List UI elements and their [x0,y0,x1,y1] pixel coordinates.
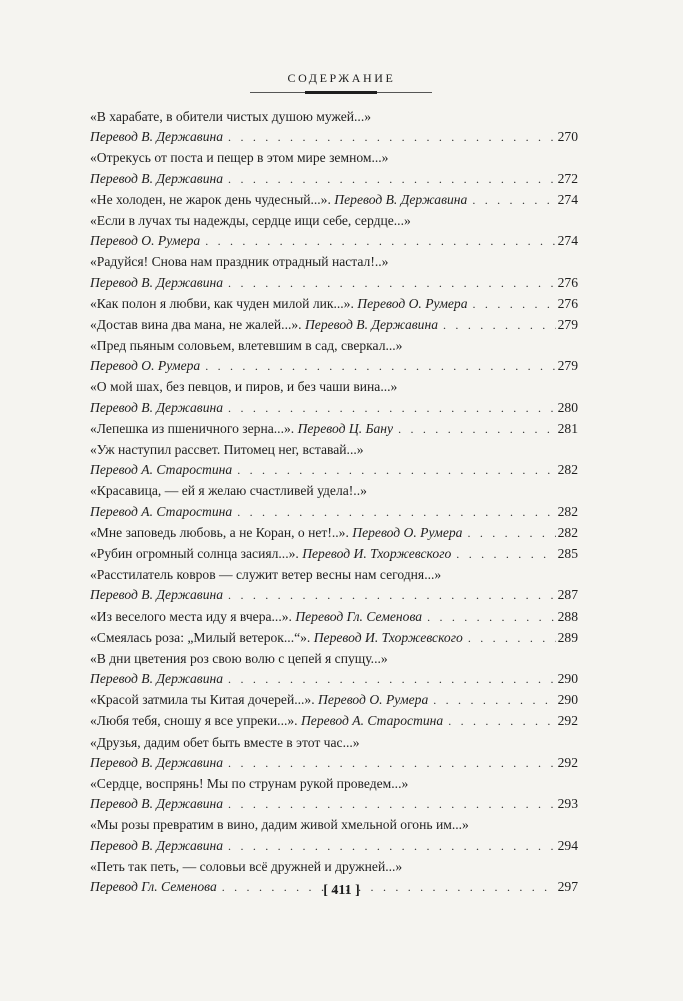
entry-page: 274 [557,233,578,249]
toc-line [90,127,578,147]
entry-title: «Как полон я любви, как чуден милой лик...». [90,295,354,311]
entry-translator: Перевод В. Державина [334,191,468,207]
toc-line [90,211,578,231]
entry-translator: Перевод В. Державина [90,837,224,853]
dot-leader [228,398,556,418]
dot-leader [448,711,555,731]
toc-entry [90,377,578,417]
entry-translator: Перевод В. Державина [90,587,224,603]
entry-translator: Перевод А. Старостина [90,503,233,519]
toc-line [90,544,578,564]
toc-line [90,649,578,669]
toc-entry [90,607,578,627]
toc-entry [90,774,578,814]
toc-line [90,669,578,689]
entry-page: 276 [557,274,578,290]
toc-line [90,836,578,856]
toc-entry [90,419,578,439]
entry-title: «Если в лучах ты надежды, сердце ищи себе, сердце...» [90,212,411,228]
entry-translator: Перевод О. Румера [90,358,201,374]
entry-title: «Достав вина два мана, не жалей...». [90,316,302,332]
toc-line [90,398,578,418]
entry-title: «Расстилатель ковров — служит ветер весны нам сегодня...» [90,567,442,583]
entry-page: 281 [557,420,578,436]
toc-line [90,481,578,501]
toc-line [90,733,578,753]
dot-leader [205,356,555,376]
toc-line [90,815,578,835]
entry-page: 292 [557,754,578,770]
entry-title: «Петь так петь, — соловьи всё дружней и дружней...» [90,858,403,874]
entry-translator: Перевод О. Румера [318,692,429,708]
toc-line [90,523,578,543]
toc-line [90,585,578,605]
entry-title: «Отрекусь от поста и пещер в этом мире земном...» [90,150,389,166]
toc-entry [90,211,578,251]
entry-translator: Перевод В. Державина [90,170,224,186]
entry-translator: Перевод О. Румера [352,524,463,540]
dot-leader [237,460,555,480]
toc-line [90,273,578,293]
entry-page: 292 [557,713,578,729]
dot-leader [443,315,556,335]
dot-leader [468,628,556,648]
toc-line [90,356,578,376]
toc-line [90,169,578,189]
entry-title: «Смеялась роза: „Милый ветерок...“». [90,629,311,645]
dot-leader [398,419,556,439]
toc-line [90,690,578,710]
entry-title: «Сердце, воспрянь! Мы по струнам рукой проведем...» [90,776,409,791]
entry-title: «О мой шах, без певцов, и пиров, и без чаши вина...» [90,379,398,395]
entry-translator: Перевод А. Старостина [300,713,444,729]
entry-translator: Перевод В. Державина [90,754,224,770]
entry-title: «Красавица, — ей я желаю счастливей удела!..» [90,483,367,499]
toc-line [90,252,578,272]
dot-leader [228,273,556,293]
dot-leader [237,502,555,522]
entry-translator: Перевод В. Державина [90,399,224,415]
dot-leader [228,585,556,605]
entry-page: 289 [557,629,578,645]
entry-translator: Перевод Гл. Семенова [295,608,423,624]
dot-leader [467,523,555,543]
toc-entry [90,481,578,521]
entry-title: «Из веселого места иду я вчера...». [90,608,292,624]
entry-translator: Перевод Ц. Бану [297,420,394,436]
entry-title: «Мы розы превратим в вино, дадим живой хмельной огонь им...» [90,817,469,833]
dot-leader [205,231,555,251]
entry-page: 290 [557,692,578,708]
toc-line [90,794,578,814]
entry-page: 285 [557,545,578,561]
entry-page: 287 [557,587,578,603]
toc-entry [90,544,578,564]
dot-leader [228,753,556,773]
dot-leader [228,169,556,189]
toc-line [90,460,578,480]
toc-line [90,607,578,627]
entry-page: 282 [557,462,578,478]
entry-translator: Перевод В. Державина [90,671,224,687]
toc-entry [90,565,578,605]
entry-title: «Пред пьяным соловьем, влетевшим в сад, сверкал...» [90,338,403,354]
entry-page: 280 [557,399,578,415]
entry-title: «Лепешка из пшеничного зерна...». [90,420,295,436]
toc-line [90,336,578,356]
entry-title: «Красой затмила ты Китая дочерей...». [90,692,315,708]
entry-title: «Уж наступил рассвет. Питомец нег, вставай...» [90,442,364,457]
entry-translator: Перевод О. Румера [90,233,201,249]
toc-entry [90,107,578,147]
dot-leader [472,190,555,210]
dot-leader [228,127,556,147]
entry-title: «Радуйся! Снова нам праздник отрадный настал!..» [90,254,389,270]
toc-line [90,190,578,210]
entry-title: «Любя тебя, сношу я все упреки...». [90,713,298,729]
dot-leader [427,607,556,627]
entry-page: 294 [557,837,578,853]
entry-page: 297 [557,878,578,894]
entry-translator: Перевод О. Румера [357,295,468,311]
toc-line [90,148,578,168]
entry-title: «Рубин огромный солнца засиял...». [90,545,299,561]
toc-line [90,502,578,522]
entry-translator: Перевод И. Тхоржевского [302,545,452,561]
entry-page: 274 [557,191,578,207]
toc-entry [90,336,578,376]
toc-entry [90,148,578,188]
dot-leader [228,794,556,814]
toc-line [90,774,578,794]
toc-entry [90,190,578,210]
entry-page: 282 [557,524,578,540]
toc-entry [90,733,578,773]
entry-translator: Перевод В. Державина [90,796,224,812]
toc-entry [90,690,578,710]
entry-page: 282 [557,503,578,519]
entry-translator: Перевод В. Державина [304,316,439,332]
toc-entry [90,523,578,543]
entry-translator: Перевод А. Старостина [90,462,233,478]
toc-line [90,107,578,127]
entry-translator: Перевод И. Тхоржевского [313,629,463,645]
toc-entry [90,315,578,335]
toc-line [90,294,578,314]
toc-entry [90,252,578,292]
dot-leader [473,294,556,314]
heading-rule-accent [305,91,377,94]
toc-entry [90,711,578,731]
toc-line [90,857,578,877]
entry-title: «Друзья, дадим обет быть вместе в этот час...» [90,734,360,750]
entry-page: 293 [557,796,578,812]
page-number: [ 411 ] [323,883,360,898]
entry-title: «Мне заповедь любовь, а не Коран, о нет!..». [90,524,349,540]
entry-page: 288 [557,608,578,624]
entry-translator: Перевод В. Державина [90,274,224,290]
entry-translator: Перевод Гл. Семенова [90,878,217,894]
entry-page: 279 [557,316,578,332]
entry-title: «В дни цветения роз свою волю с цепей я спущу...» [90,650,388,666]
entry-title: «В харабате, в обители чистых душою мужей...» [90,109,372,124]
entry-page: 279 [557,358,578,374]
entry-page: 272 [557,170,578,186]
entry-translator: Перевод В. Державина [90,129,224,145]
toc-entry [90,628,578,648]
toc-line [90,628,578,648]
entry-title: «Не холоден, не жарок день чудесный...». [90,191,331,207]
entry-page: 290 [557,671,578,687]
toc-line [90,711,578,731]
toc-line [90,565,578,585]
toc-entry [90,815,578,855]
toc-line [90,419,578,439]
toc-line [90,753,578,773]
entry-page: 270 [557,129,578,145]
toc-entry [90,649,578,689]
page-heading: СОДЕРЖАНИЕ [287,71,396,85]
toc-line [90,315,578,335]
toc-entry [90,440,578,480]
entry-page: 276 [557,295,578,311]
dot-leader [228,669,556,689]
table-of-contents [90,107,578,898]
dot-leader [433,690,555,710]
toc-line [90,231,578,251]
toc-line [90,440,578,460]
toc-entry [90,294,578,314]
toc-line [90,377,578,397]
dot-leader [228,836,556,856]
dot-leader [456,544,555,564]
